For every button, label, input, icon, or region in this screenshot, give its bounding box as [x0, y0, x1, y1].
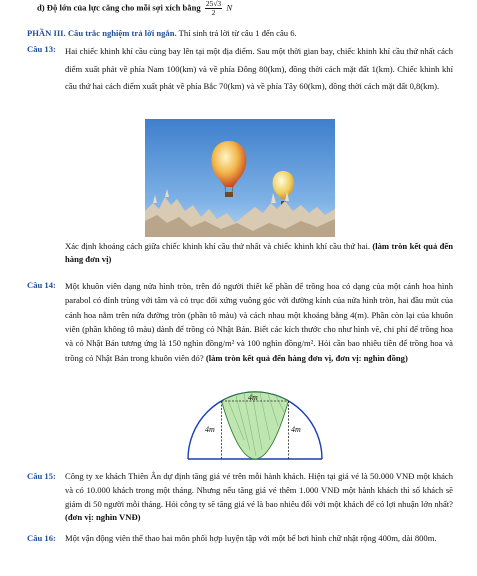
question-15-paragraph	[65, 470, 453, 525]
hot-air-balloon-photo	[145, 119, 335, 237]
semicircle-parabola-diagram	[186, 362, 324, 462]
question-14-plain: Một khuôn viên dạng nửa hình tròn, trên đó người thiết kế phần để trồng hoa có dạng của một cánh hoa hình parabol có đỉnh trùng với tâm và có trục đối xứng vuông góc với đường kính của nửa hình tròn, hai đầu mút của cánh hoa nằm trên nửa đường tròn (phần tô màu) và cách nhau một khoảng bằng 4(m). Phần còn lại của khuôn viên (phần không tô màu) dành để trồng cỏ Nhật Bản. Biết các kích thước cho như hình vẽ, chi phí để trồng hoa và cỏ Nhật Bản tương ứng là 150 nghìn đồng/m² và 100 nghìn đồng/m². Hỏi cần bao nhiêu tiền để trồng hoa và trồng cỏ Nhật Bản trong khuôn viên đó?	[65, 281, 453, 363]
section-heading	[27, 27, 297, 40]
right-dimension-label: 4m	[291, 425, 301, 434]
question-13-text	[65, 43, 453, 96]
unit: N	[226, 2, 233, 13]
fraction-denominator: 2	[211, 8, 216, 18]
question-13-ask-text	[65, 240, 453, 267]
question-13-ask	[65, 240, 453, 267]
section-note: Thí sinh trả lời từ câu 1 đến câu 6.	[176, 28, 297, 38]
question-14-paragraph	[65, 279, 453, 365]
question-16-paragraph: Một vận động viên thể thao hai môn phối hợp luyện tập với một bể bơi hình chữ nhật rộng 400m, dài 800m.	[65, 533, 437, 543]
question-13-ask-bold: (làm tròn kết quả đến hàng đơn vị)	[65, 241, 453, 265]
question-13-ask-plain: Xác định khoảng cách giữa chiếc khinh khí cầu thứ nhất và chiếc khinh khí cầu thứ hai.	[65, 241, 373, 251]
question-13-paragraph: Hai chiếc khinh khí cầu cùng bay lên tại một địa điểm. Sau một thời gian bay, chiếc khinh khí cầu thứ nhất cách điểm xuất phát về phía Nam 100(km) và về phía Đông 80(km), đồng thời cách mặt đất 1(km). Chiếc khinh khí cầu thứ hai cách điểm xuất phát về phía Bắc 70(km) và về phía Tây 60(km), đồng thời cách mặt đất 0,8(km).	[65, 46, 453, 92]
question-15-label: Câu 15:	[27, 471, 56, 481]
question-16-label: Câu 16:	[27, 533, 56, 543]
question-14-bold: (làm tròn kết quả đến hàng đơn vị, đơn vị: nghìn đồng)	[205, 352, 408, 363]
question-15-bold: (đơn vị: nghìn VNĐ)	[65, 512, 141, 523]
question-13-label: Câu 13:	[27, 44, 56, 54]
question-15-plain: Công ty xe khách Thiên Ân dự định tăng giá vé trên mỗi hành khách. Hiện tại giá vé là 50.000 VNĐ một khách và có 10.000 khách trong một tháng. Nhưng nếu tăng giá vé thêm 1.000 VNĐ một hành khách thì số khách sẽ giảm đi 50 người mỗi tháng. Hỏi công ty sẽ tăng giá vé là bao nhiêu đối với một khách để có lợi nhuận lớn nhất?	[65, 471, 453, 509]
top-answer-line	[37, 0, 232, 18]
top-answer-text: d) Độ lớn của lực căng cho mỗi sợi xích bằng	[37, 2, 201, 13]
question-15-text	[65, 470, 453, 525]
question-16-text	[65, 532, 453, 546]
left-dimension-label: 4m	[205, 425, 215, 434]
question-14-label: Câu 14:	[27, 280, 56, 290]
top-dimension-label: 4m	[248, 393, 258, 402]
question-14-text	[65, 279, 453, 365]
fraction-numerator: 25√3	[205, 0, 222, 8]
fraction	[205, 0, 222, 18]
section-title: PHẦN III. Câu trắc nghiệm trả lời ngắn.	[27, 28, 177, 38]
